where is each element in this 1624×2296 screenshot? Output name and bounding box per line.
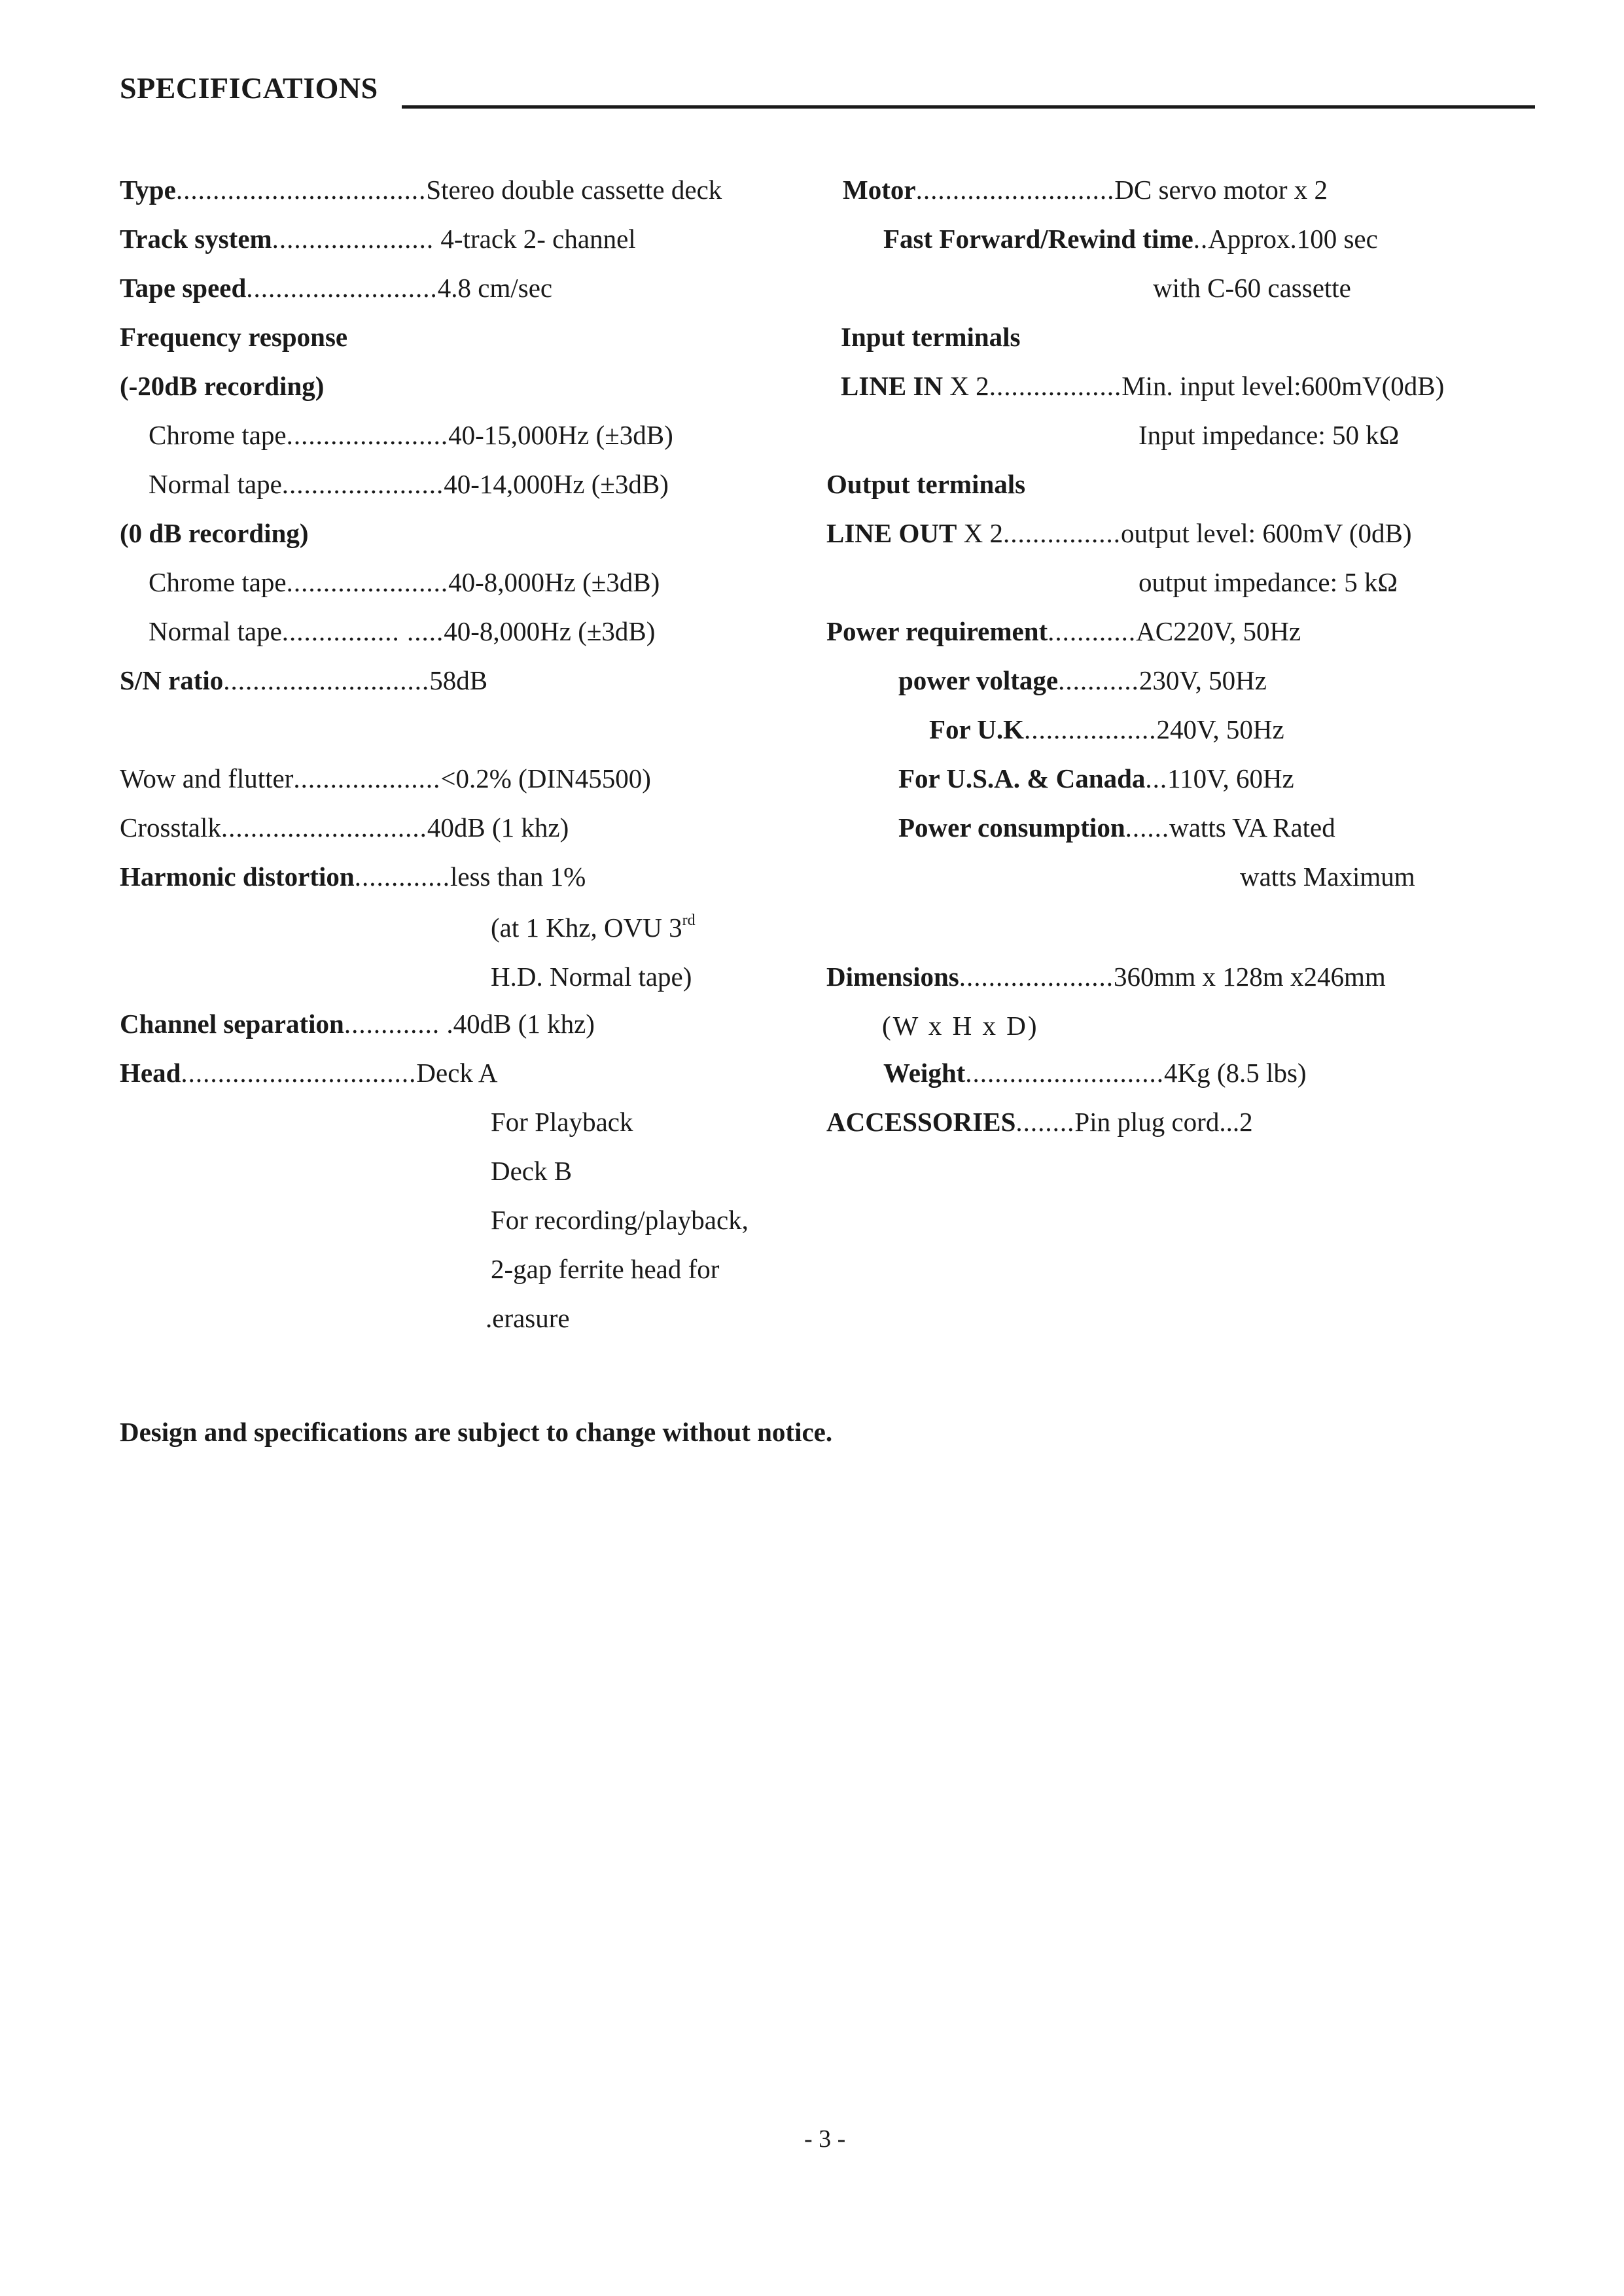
frequency-response-heading: Frequency response	[120, 322, 348, 352]
spec-label: ACCESSORIES	[826, 1107, 1016, 1137]
spec-label: S/N ratio	[120, 665, 224, 695]
spec-value: AC220V, 50Hz	[1136, 616, 1301, 646]
leader-dots: .............	[354, 861, 450, 892]
leader-dots: ......................	[272, 224, 434, 254]
spec-track-system	[120, 226, 636, 252]
spec-label: Fast Forward/Rewind time	[883, 224, 1193, 254]
spec-value: 40-15,000Hz (±3dB)	[448, 420, 673, 450]
head-detail-line: For Playback	[491, 1107, 633, 1137]
superscript: rd	[682, 912, 696, 929]
spec-value: DC servo motor x 2	[1114, 175, 1328, 205]
spec-ff-rewind-time	[883, 226, 1378, 252]
power-consumption-maximum: watts Maximum	[1240, 861, 1415, 892]
spec-line-out	[826, 520, 1411, 547]
spec-label: Crosstalk	[120, 812, 221, 843]
spec-type	[120, 177, 722, 203]
line-out-impedance: output impedance: 5 kΩ	[1139, 567, 1398, 597]
leader-dots: ..	[1193, 224, 1209, 254]
leader-dots: ................ .....	[281, 616, 444, 646]
spec-value: 40-14,000Hz (±3dB)	[444, 469, 669, 499]
leader-dots: ............................	[223, 665, 430, 695]
spec-label: Motor	[843, 175, 916, 205]
spec-label: power voltage	[898, 665, 1059, 695]
spec-label: LINE OUT	[826, 518, 957, 548]
leader-dots: ..................	[989, 371, 1122, 401]
leader-dots: ..................................	[175, 175, 427, 205]
ff-rewind-condition: with C-60 cassette	[1153, 273, 1351, 303]
harmonic-condition-line: H.D. Normal tape)	[491, 962, 692, 992]
spec-label: Normal tape	[149, 469, 282, 499]
spec-channel-separation	[120, 1011, 595, 1037]
spec-normal-tape-20db	[149, 471, 669, 498]
spec-value: 360mm x 128m x246mm	[1114, 962, 1386, 992]
spec-label: Normal tape	[149, 616, 282, 646]
leader-dots: ............................	[221, 812, 427, 843]
spec-accessories	[826, 1109, 1253, 1136]
spec-label-suffix: X 2	[957, 518, 1003, 548]
leader-dots: ..........................	[246, 273, 438, 303]
head-detail-line: Deck B	[491, 1156, 573, 1186]
spec-value: 230V, 50Hz	[1139, 665, 1267, 695]
spec-value: .40dB (1 khz)	[440, 1009, 595, 1039]
page-title: SPECIFICATIONS	[120, 71, 378, 105]
spec-harmonic-distortion	[120, 863, 586, 890]
spec-value: <0.2% (DIN45500)	[440, 763, 651, 793]
spec-motor	[843, 177, 1328, 203]
spec-value: 40-8,000Hz (±3dB)	[444, 616, 656, 646]
spec-value: 40-8,000Hz (±3dB)	[448, 567, 660, 597]
spec-value: 4Kg (8.5 lbs)	[1164, 1058, 1307, 1088]
spec-value: watts VA Rated	[1169, 812, 1335, 843]
spec-normal-tape-0db	[149, 618, 655, 645]
spec-value: 4.8 cm/sec	[437, 273, 553, 303]
spec-label: Channel separation	[120, 1009, 344, 1039]
leader-dots: ......................	[286, 420, 449, 450]
spec-dimensions	[826, 964, 1386, 990]
spec-value: 58dB	[429, 665, 488, 695]
leader-dots: ...........................	[915, 175, 1115, 205]
spec-for-uk	[929, 716, 1284, 743]
spec-label: Chrome tape	[149, 567, 287, 597]
spec-value: 4-track 2- channel	[434, 224, 636, 254]
spec-label: Weight	[883, 1058, 966, 1088]
spec-crosstalk	[120, 814, 569, 841]
spec-power-requirement	[826, 618, 1301, 645]
spec-label: For U.S.A. & Canada	[898, 763, 1146, 793]
spec-chrome-tape-20db	[149, 422, 673, 449]
minus20db-heading: (-20dB recording)	[120, 371, 325, 401]
line-in-impedance: Input impedance: 50 kΩ	[1139, 420, 1400, 450]
spec-value: Deck A	[416, 1058, 498, 1088]
spec-label: Harmonic distortion	[120, 861, 355, 892]
leader-dots: ....................	[293, 763, 441, 793]
head-detail-line: .erasure	[485, 1303, 570, 1333]
spec-label-suffix: X 2	[943, 371, 989, 401]
spec-value: 110V, 60Hz	[1167, 763, 1294, 793]
leader-dots: ...	[1145, 763, 1168, 793]
spec-label: Wow and flutter	[120, 763, 294, 793]
spec-label: Track system	[120, 224, 272, 254]
spec-power-voltage	[898, 667, 1267, 694]
spec-label: For U.K	[929, 714, 1025, 744]
leader-dots: ........	[1015, 1107, 1075, 1137]
spec-value: Approx.100 sec	[1208, 224, 1378, 254]
head-detail-line: 2-gap ferrite head for	[491, 1254, 720, 1284]
spec-value: output level: 600mV (0dB)	[1120, 518, 1412, 548]
zero-db-heading: (0 dB recording)	[120, 518, 309, 548]
leader-dots: ......................	[281, 469, 444, 499]
head-detail-line: For recording/playback,	[491, 1205, 749, 1235]
spec-label: Head	[120, 1058, 181, 1088]
leader-dots: ................................	[181, 1058, 417, 1088]
dimensions-order: (W x H x D)	[882, 1011, 1039, 1041]
spec-value: 40dB (1 khz)	[427, 812, 569, 843]
footnote: Design and specifications are subject to change without notice.	[120, 1417, 833, 1447]
spec-value: less than 1%	[450, 861, 586, 892]
spec-label: Dimensions	[826, 962, 959, 992]
leader-dots: ......................	[286, 567, 449, 597]
spec-for-usa-canada	[898, 765, 1294, 792]
spec-value: Pin plug cord...2	[1074, 1107, 1253, 1137]
spec-value: Stereo double cassette deck	[426, 175, 722, 205]
leader-dots: .....................	[959, 962, 1114, 992]
spec-value: 240V, 50Hz	[1156, 714, 1284, 744]
output-terminals-heading: Output terminals	[826, 469, 1026, 499]
spec-line-in	[841, 373, 1444, 400]
spec-label: LINE IN	[841, 371, 944, 401]
spec-wow-flutter	[120, 765, 651, 792]
leader-dots: ......	[1125, 812, 1170, 843]
spec-label: Power requirement	[826, 616, 1048, 646]
spec-tape-speed	[120, 275, 552, 302]
harmonic-condition-line	[491, 914, 696, 941]
spec-head	[120, 1060, 498, 1087]
spec-power-consumption	[898, 814, 1335, 841]
spec-weight	[883, 1060, 1307, 1087]
leader-dots: ...........................	[965, 1058, 1165, 1088]
input-terminals-heading: Input terminals	[841, 322, 1021, 352]
spec-label: Type	[120, 175, 176, 205]
leader-dots: ............	[1048, 616, 1137, 646]
spec-label: Chrome tape	[149, 420, 287, 450]
spec-sn-ratio	[120, 667, 487, 694]
spec-label: Power consumption	[898, 812, 1125, 843]
leader-dots: ................	[1002, 518, 1121, 548]
leader-dots: .............	[344, 1009, 440, 1039]
spec-value-line: (at 1 Khz, OVU 3	[491, 913, 682, 943]
spec-value: Min. input level:600mV(0dB)	[1121, 371, 1445, 401]
spec-label: Tape speed	[120, 273, 247, 303]
page-number: - 3 -	[804, 2125, 846, 2153]
leader-dots: ..................	[1024, 714, 1157, 744]
leader-dots: ...........	[1058, 665, 1139, 695]
title-rule	[402, 105, 1535, 109]
spec-chrome-tape-0db	[149, 569, 660, 596]
